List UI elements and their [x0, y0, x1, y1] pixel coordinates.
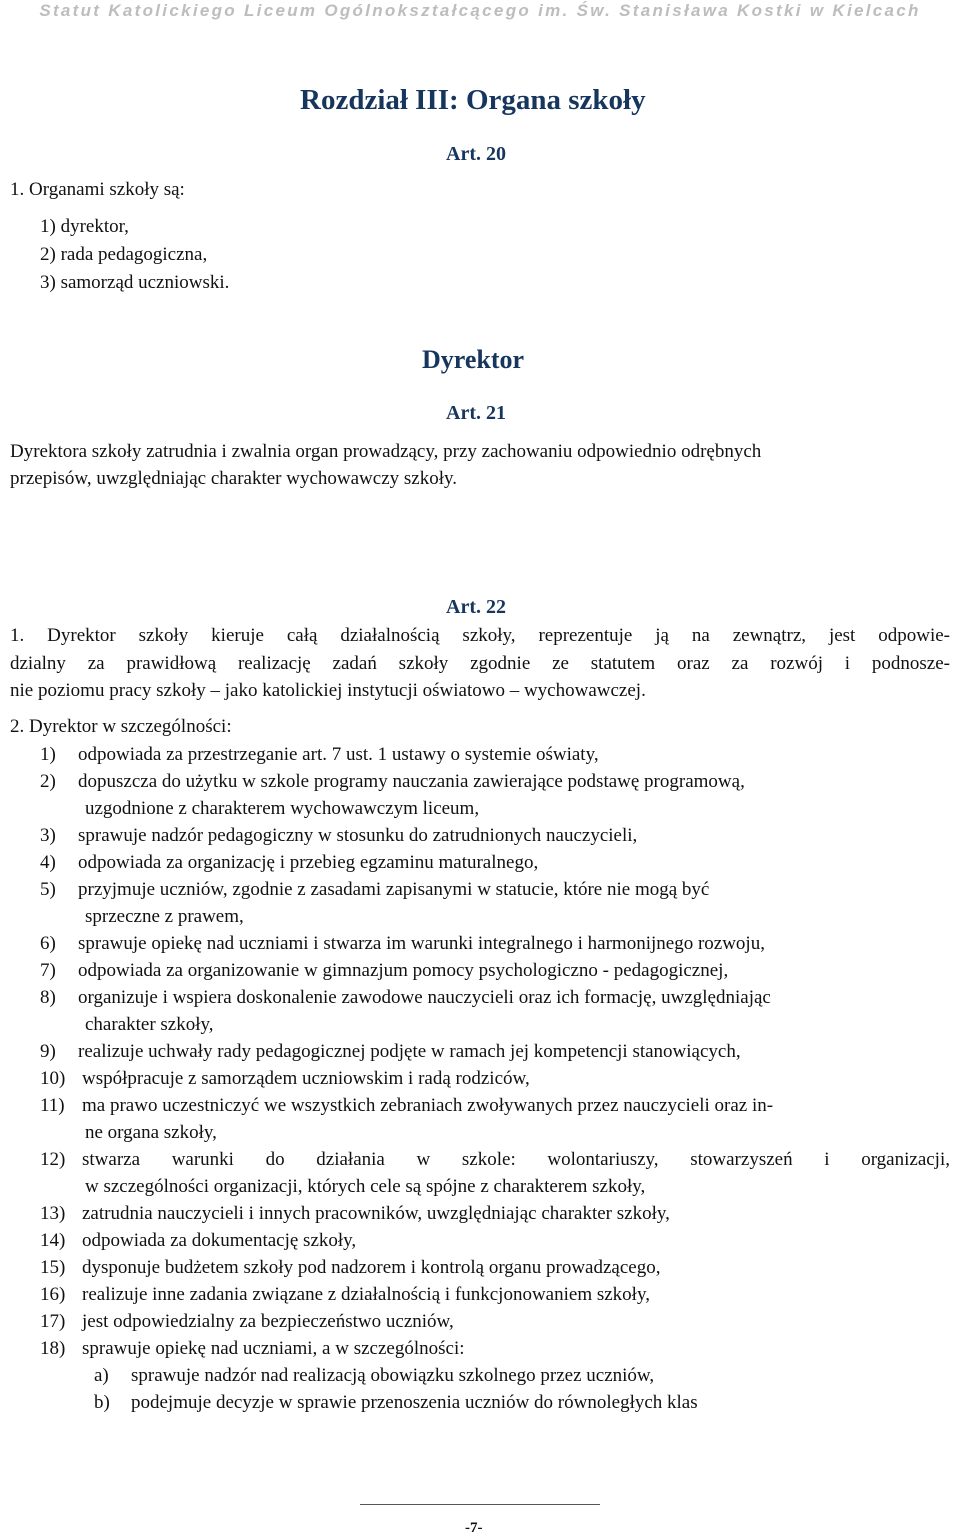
duty-item-text: dopuszcza do użytku w szkole programy nauczania zawierające podstawę programową, [78, 771, 745, 792]
duty-item-text: sprawuje opiekę nad uczniami i stwarza im warunki integralnego i harmonijnego rozwoju, [78, 933, 765, 954]
duty-item [40, 1308, 65, 1335]
duty-item [40, 1146, 65, 1173]
duty-item [40, 1092, 65, 1119]
duty-item [40, 741, 56, 768]
duty-item [40, 1254, 65, 1281]
sub-item-text: sprawuje nadzór nad realizacją obowiązku szkolnego przez uczniów, [131, 1365, 655, 1386]
duty-item-text: jest odpowiedzialny za bezpieczeństwo uczniów, [82, 1311, 454, 1332]
duty-item [40, 930, 56, 957]
duty-item [40, 1227, 65, 1254]
duty-item-number: 12) [40, 1149, 66, 1170]
duty-item-text: przyjmuje uczniów, zgodnie z zasadami zapisanymi w statucie, które nie mogą być [78, 879, 710, 900]
duty-item-number: 8) [40, 987, 56, 1008]
duty-item-number: 15) [40, 1257, 66, 1278]
duty-item-text: dysponuje budżetem szkoły pod nadzorem i kontrolą organu prowadzącego, [82, 1257, 661, 1278]
footer-divider [360, 1504, 600, 1505]
duty-item-text: organizuje i wspiera doskonalenie zawodowe nauczycieli oraz ich formację, uwzględniając [78, 987, 771, 1008]
art-21-heading: Art. 21 [446, 402, 506, 424]
duty-item [40, 849, 56, 876]
duty-item-text: odpowiada za dokumentację szkoły, [82, 1230, 357, 1251]
duty-item-number: 16) [40, 1284, 66, 1305]
art-22-heading: Art. 22 [446, 596, 506, 618]
duty-item-text: odpowiada za organizowanie w gimnazjum pomocy psychologiczno - pedagogicznej, [78, 960, 729, 981]
art-21-line-2: przepisów, uwzględniając charakter wychowawczy szkoły. [10, 468, 458, 489]
section-title-dyrektor: Dyrektor [422, 345, 525, 374]
duty-item-text: ma prawo uczestniczyć we wszystkich zebraniach zwoływanych przez nauczycieli oraz in- [82, 1095, 774, 1116]
running-header: Statut Katolickiego Liceum Ogólnokształcącego im. Św. Stanisława Kostki w Kielcach [39, 1, 921, 20]
art-20-item-2: 2) rada pedagogiczna, [40, 244, 208, 265]
duty-item-number: 14) [40, 1230, 66, 1251]
art-22-p2-intro: 2. Dyrektor w szczególności: [10, 716, 232, 737]
duty-item [40, 768, 56, 795]
art-22-p1-line-3: nie poziomu pracy szkoły – jako katolickiej instytucji oświatowo – wychowawczej. [10, 680, 646, 701]
duty-item-continuation: uzgodnione z charakterem wychowawczym liceum, [85, 798, 480, 819]
duty-item [40, 957, 56, 984]
duty-item [40, 1038, 56, 1065]
sub-item-letter: b) [94, 1392, 110, 1413]
duty-item [40, 1200, 65, 1227]
duty-item [40, 984, 56, 1011]
duty-item-number: 1) [40, 744, 56, 765]
duty-item-number: 5) [40, 879, 56, 900]
art-20-heading: Art. 20 [446, 143, 506, 165]
duty-item-number: 11) [40, 1095, 65, 1116]
art-22-p1-line-2: dzialny za prawidłową realizację zadań szkoły zgodnie ze statutem oraz za rozwój i podnosze- [10, 653, 950, 674]
duty-item-text: odpowiada za organizację i przebieg egzaminu maturalnego, [78, 852, 539, 873]
duty-item-number: 10) [40, 1068, 66, 1089]
duty-item-number: 18) [40, 1338, 66, 1359]
art-20-intro: 1. Organami szkoły są: [10, 179, 185, 200]
chapter-title: Rozdział III: Organa szkoły [300, 84, 646, 116]
sub-item-text: podejmuje decyzje w sprawie przenoszenia uczniów do równoległych klas [131, 1392, 698, 1413]
duty-item-continuation: ne organa szkoły, [85, 1122, 217, 1143]
duty-item-text: realizuje inne zadania związane z działalnością i funkcjonowaniem szkoły, [82, 1284, 650, 1305]
art-20-item-1: 1) dyrektor, [40, 216, 129, 237]
duty-item-number: 2) [40, 771, 56, 792]
duty-item [40, 876, 56, 903]
sub-item-letter: a) [94, 1365, 109, 1386]
duty-item-number: 13) [40, 1203, 66, 1224]
duty-item-number: 3) [40, 825, 56, 846]
art-20-item-3: 3) samorząd uczniowski. [40, 272, 230, 293]
duty-item-text: sprawuje opiekę nad uczniami, a w szczególności: [82, 1338, 465, 1359]
duty-item-number: 6) [40, 933, 56, 954]
art-22-p1-line-1: 1. Dyrektor szkoły kieruje całą działalnością szkoły, reprezentuje ją na zewnątrz, jest odpowie- [10, 625, 950, 646]
duty-item-text: współpracuje z samorządem uczniowskim i radą rodziców, [82, 1068, 530, 1089]
art-21-line-1: Dyrektora szkoły zatrudnia i zwalnia organ prowadzący, przy zachowaniu odpowiednio odrębnych [10, 441, 762, 462]
duty-item-number: 4) [40, 852, 56, 873]
duty-item-text: zatrudnia nauczycieli i innych pracowników, uwzględniając charakter szkoły, [82, 1203, 670, 1224]
duty-item [40, 1335, 65, 1362]
duty-item [40, 822, 56, 849]
duty-item-text: realizuje uchwały rady pedagogicznej podjęte w ramach jej kompetencji stanowiących, [78, 1041, 741, 1062]
duty-item-text: sprawuje nadzór pedagogiczny w stosunku do zatrudnionych nauczycieli, [78, 825, 638, 846]
duty-item [40, 1281, 65, 1308]
duty-item-continuation: w szczególności organizacji, których cele są spójne z charakterem szkoły, [85, 1176, 646, 1197]
duty-item-number: 17) [40, 1311, 66, 1332]
duty-item [40, 1065, 65, 1092]
page-number: -7- [465, 1520, 483, 1536]
duty-item-text: odpowiada za przestrzeganie art. 7 ust. 1 ustawy o systemie oświaty, [78, 744, 599, 765]
duty-item-text: stwarza warunki do działania w szkole: wolontariuszy, stowarzyszeń i organizacji, [82, 1149, 950, 1170]
duty-item-continuation: charakter szkoły, [85, 1014, 214, 1035]
duty-item-continuation: sprzeczne z prawem, [85, 906, 244, 927]
duty-item-number: 7) [40, 960, 56, 981]
duty-item-number: 9) [40, 1041, 56, 1062]
